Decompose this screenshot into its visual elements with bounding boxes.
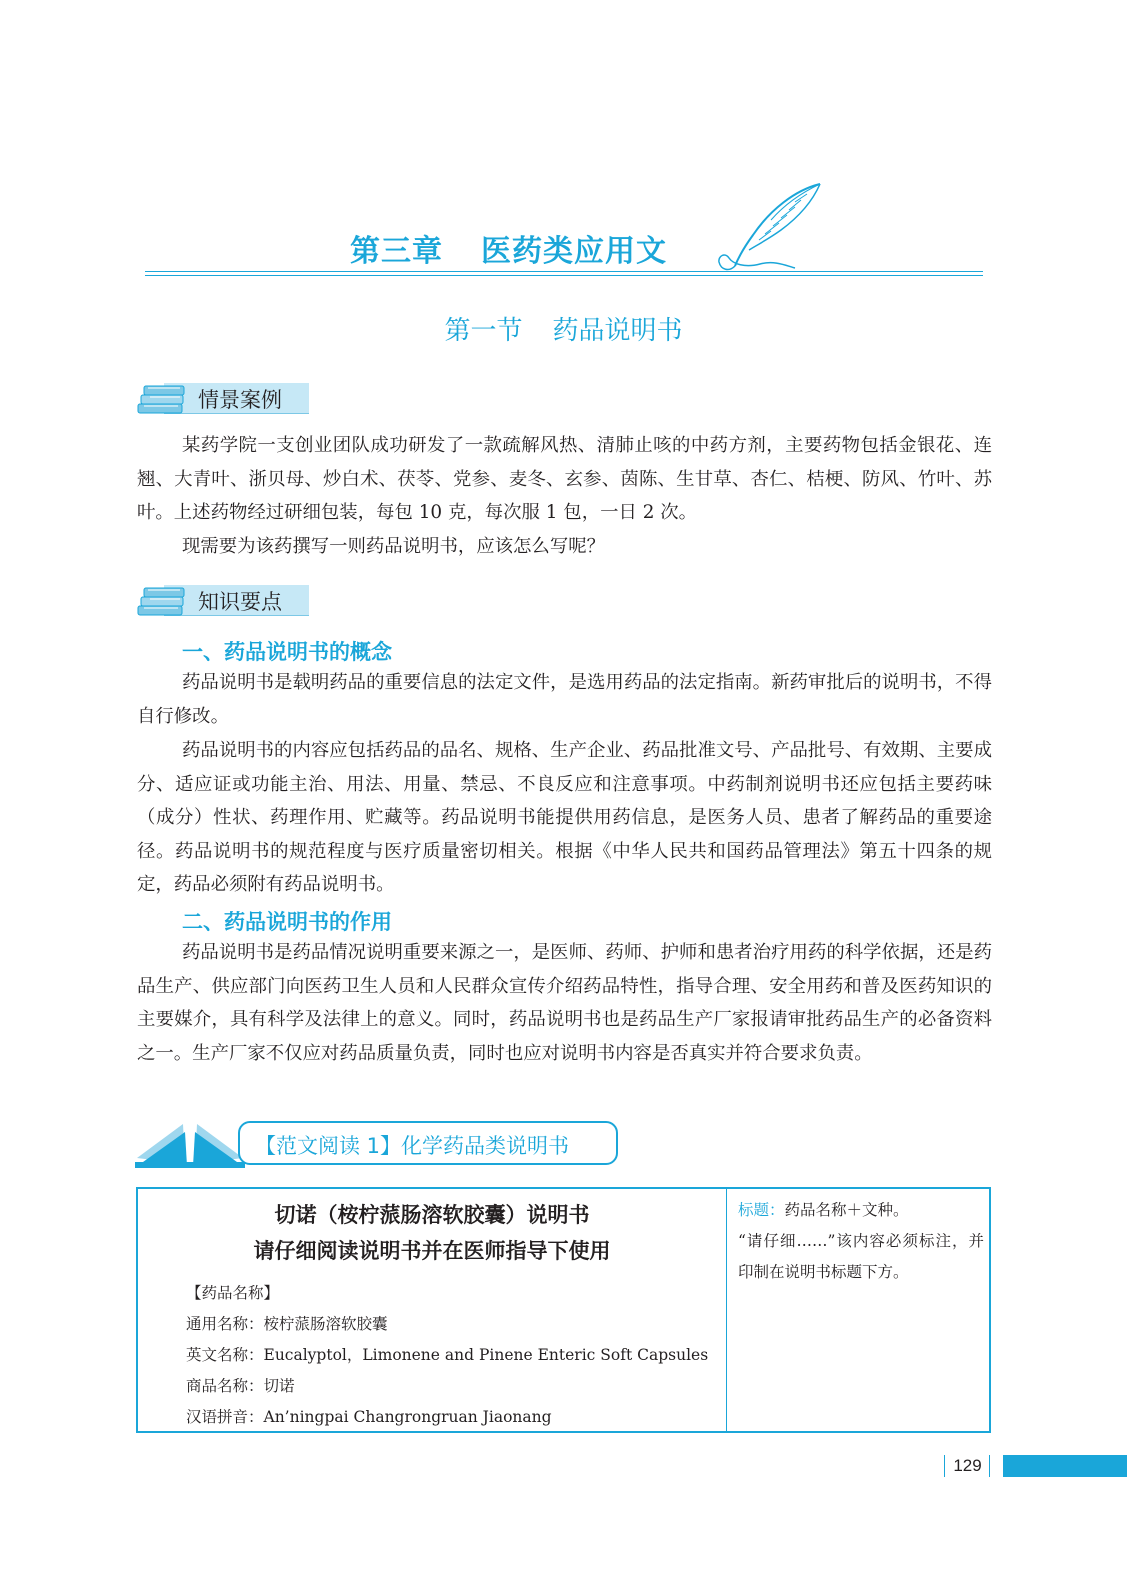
case-paragraph: 现需要为该药撰写一则药品说明书，应该怎么写呢？ xyxy=(182,536,605,557)
margin-note xyxy=(738,1195,984,1288)
sample-line: 英文名称：Eucalyptol，Limonene and Pinene Enteric Soft Capsules xyxy=(186,1346,709,1364)
sample-section-label: 【药品名称】 xyxy=(186,1284,280,1302)
model-reading-label: 【范文阅读 1】化学药品类说明书 xyxy=(255,1134,570,1158)
page-accent-bar xyxy=(1003,1455,1127,1477)
section-title xyxy=(0,310,1127,347)
books-icon xyxy=(136,582,196,618)
sample-subtitle: 请仔细阅读说明书并在医师指导下使用 xyxy=(253,1239,611,1263)
open-book-icon xyxy=(135,1118,245,1170)
books-icon xyxy=(136,380,196,416)
note-text: “请仔细……”该内容必须标注，并印制在说明书标题下方。 xyxy=(738,1232,984,1281)
chapter-rule xyxy=(145,275,983,276)
chapter-number: 第三章 xyxy=(350,234,443,269)
section-name: 药品说明书 xyxy=(552,316,683,346)
role-paragraph: 药品说明书是药品情况说明重要来源之一，是医师、药师、护师和患者治疗用药的科学依据，还是药品生产、供应部门向医药卫生人员和人民群众宣传介绍药品特性，指导合理、安全用药和普及医药知识的主要媒介，具有科学及法律上的意义。同时，药品说明书也是药品生产厂家报请审批药品生产的必备资料之一。生产厂家不仅应对药品质量负责，同时也应对说明书内容是否真实并符合要求负责。 xyxy=(137,942,992,1064)
model-reading-banner xyxy=(135,1118,630,1170)
page-divider xyxy=(989,1455,990,1477)
subhead-role: 二、药品说明书的作用 xyxy=(182,910,392,934)
page-number: 129 xyxy=(953,1456,982,1475)
page-divider xyxy=(944,1455,945,1477)
sample-title: 切诺（桉柠蒎肠溶软胶囊）说明书 xyxy=(274,1203,590,1227)
subhead-concept: 一、药品说明书的概念 xyxy=(182,640,392,664)
sample-line: 通用名称：桉柠蒎肠溶软胶囊 xyxy=(186,1315,388,1333)
case-paragraph: 某药学院一支创业团队成功研发了一款疏解风热、清肺止咳的中药方剂，主要药物包括金银花、连翘、大青叶、浙贝母、炒白术、茯苓、党参、麦冬、玄参、茵陈、生甘草、杏仁、桔梗、防风、竹叶、苏叶。上述药物经过研细包装，每包 10 克，每次服 1 包，一日 2 次。 xyxy=(137,435,992,523)
chapter-rule xyxy=(145,271,983,272)
concept-paragraph: 药品说明书是载明药品的重要信息的法定文件，是选用药品的法定指南。新药审批后的说明书，不得自行修改。 xyxy=(137,672,992,727)
quill-pen-icon xyxy=(715,180,825,275)
concept-paragraph: 药品说明书的内容应包括药品的品名、规格、生产企业、药品批准文号、产品批号、有效期、主要成分、适应证或功能主治、用法、用量、禁忌、不良反应和注意事项。中药制剂说明书还应包括主要药味（成分）性状、药理作用、贮藏等。药品说明书能提供用药信息，是医务人员、患者了解药品的重要途径。药品说明书的规范程度与医疗质量密切相关。根据《中华人民共和国药品管理法》第五十四条的规定，药品必须附有药品说明书。 xyxy=(137,740,992,895)
knowledge-banner-label: 知识要点 xyxy=(198,590,282,614)
case-banner-label: 情景案例 xyxy=(198,388,282,412)
sample-box xyxy=(136,1187,991,1433)
note-text: 药品名称＋文种。 xyxy=(784,1201,909,1219)
chapter-name: 医药类应用文 xyxy=(481,234,667,269)
sample-line: 商品名称：切诺 xyxy=(186,1377,295,1395)
case-banner xyxy=(136,380,311,416)
section-number: 第一节 xyxy=(444,316,523,346)
chapter-title xyxy=(350,226,667,270)
sample-line: 汉语拼音：An’ningpai Changrongruan Jiaonang xyxy=(186,1408,552,1426)
note-label: 标题： xyxy=(738,1201,785,1219)
knowledge-banner xyxy=(136,582,311,618)
